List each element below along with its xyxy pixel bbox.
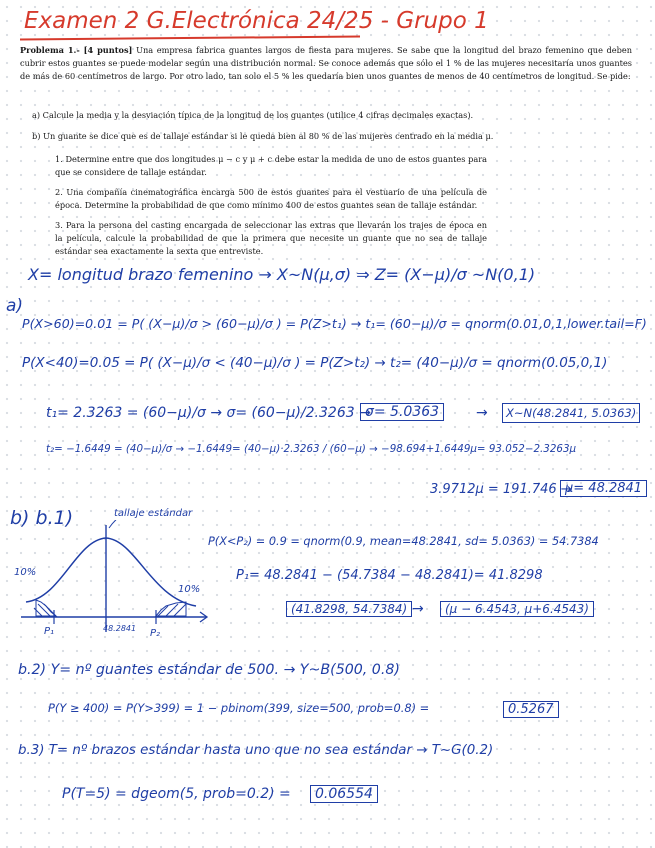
b-line1: P(X<P₂) = 0.9 = qnorm(0.9, mean=48.2841, sd= 5.0363) = 54.7384 [208,535,599,548]
part-b1-label: b) b.1) [10,507,74,529]
problem-statement [20,44,632,84]
b3-line1: b.3) T= nº brazos estándar hasta uno que no sea estándar → T~G(0.2) [18,743,494,758]
item-2-text: 2. Una compañía cinematográfica encarga 500 de estos guantes para el vestuario de una película de época. Determine la probabilidad de que como mínimo 400 de estos guantes sean de tallaje estándar. [55,187,487,210]
p1-mark: P₁ [44,626,55,637]
title-underline [20,36,360,41]
mu-box: μ= 48.2841 [560,480,647,497]
part-a-label: a) [6,296,24,316]
a-line3: t₁= 2.3263 = (60−μ)/σ → σ= (60−μ)/2.3263 → [46,405,371,421]
arrow-interval: → [412,601,424,617]
b2-result-box: 0.5267 [503,701,559,718]
problem-heading: Problema 1.- [4 puntos] [20,45,133,55]
a-line1: P(X>60)=0.01 = P( (X−μ)/σ > (60−μ)/σ ) = P(Z>t₁) → t₁= (60−μ)/σ = qnorm(0.01,0,1,lower.tail=F) [22,316,647,331]
b2-line2: P(Y ≥ 400) = P(Y>399) = 1 − pbinom(399, size=500, prob=0.8) = [48,701,430,715]
ten-percent-right: 10% [178,584,201,595]
item-1-text: 1. Determine entre que dos longitudes μ − c y μ + c debe estar la medida de uno de estos guantes para que se considere de tallaje estándar. [55,154,487,177]
b-line2: P₁= 48.2841 − (54.7384 − 48.2841)= 41.8298 [236,568,543,583]
part-b-text: b) Un guante se dice que es de tallaje estándar si le queda bien al 80 % de las mujeres centrado en la media μ. [32,131,494,141]
exam-title: Examen 2 G.Electrónica 24/25 - Grupo 1 [24,8,489,34]
a-line2: P(X<40)=0.05 = P( (X−μ)/σ < (40−μ)/σ ) = P(Z>t₂) → t₂= (40−μ)/σ = qnorm(0.05,0,1) [22,355,608,371]
mean-mark: 48.2841 [103,624,137,633]
a-line4: t₂= −1.6449 = (40−μ)/σ → −1.6449= (40−μ)·2.3263 / (60−μ) → −98.694+1.6449μ= 93.052−2.3263μ [46,443,577,455]
item-3-text: 3. Para la persona del casting encargada de seleccionar las extras que llevarán los trajes de época en la película, calcule la probabilidad de que la primera que necesite un guante que no sea de tallaje estándar sea exactamente la sexta que entreviste. [55,220,487,256]
def-x: X= longitud brazo femenino → X~N(μ,σ) ⇒ Z= (X−μ)/σ ~N(0,1) [28,265,536,284]
ten-percent-left: 10% [14,567,37,578]
part-a-text: a) Calcule la media y la desviación típica de la longitud de los guantes (utilice 4 cifras decimales exactas). [32,110,474,120]
interval-mu-box: (μ − 6.4543, μ+6.4543) [440,601,594,617]
b2-line1: b.2) Y= nº guantes estándar de 500. → Y~B(500, 0.8) [18,662,400,678]
tallaje-label: tallaje estándar [114,508,193,519]
arrow-sigma: → [476,405,488,421]
interval-box: (41.8298, 54.7384) [286,601,412,617]
distribution-box: X~N(48.2841, 5.0363) [502,403,640,423]
sigma-box: σ= 5.0363 [360,403,444,421]
b3-line2: P(T=5) = dgeom(5, prob=0.2) = [62,786,291,802]
problem-text: Una empresa fabrica guantes largos de fiesta para mujeres. Se sabe que la longitud del brazo femenino que deben cubrir estos guantes se puede modelar según una distribución normal. Se conoce además que sólo el 1 % de las mujeres necesitaría unos guantes de más de 60 centímetros de largo. Por otro lado, tan solo el 5 % les quedaría bien unos guantes de menos de 40 centímetros de longitud. Se pide: [20,45,632,82]
p2-mark: P₂ [150,628,161,639]
a-line5: 3.9712μ = 191.746 → [430,482,572,497]
b3-result-box: 0.06554 [310,785,378,803]
